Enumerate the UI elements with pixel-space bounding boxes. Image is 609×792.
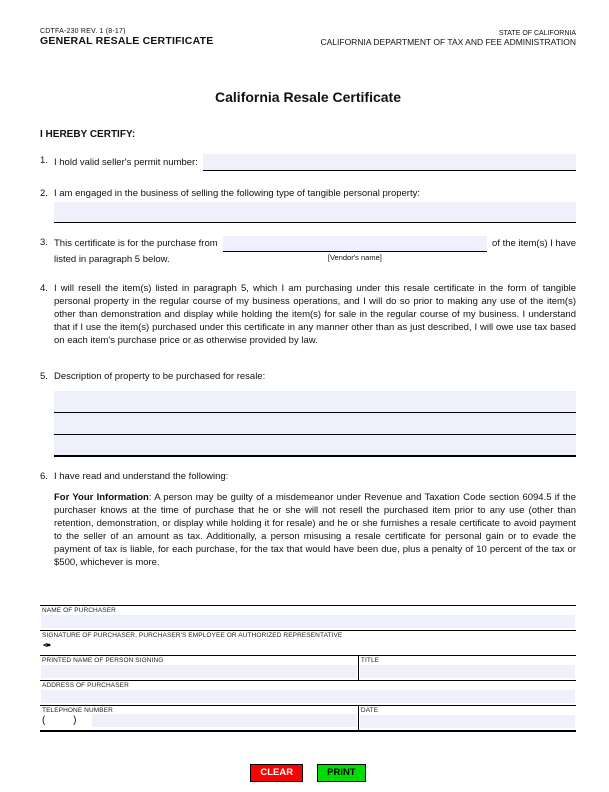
description-line-1-field[interactable] xyxy=(54,391,576,413)
for-your-information-body: : A person may be guilty of a misdemeanor under Revenue and Taxation Code section 6094.5 if the purchaser knows at the time of purchase that he or she will not resell the purchased item prior to any use (other than retention, demonstration, or display while holding it for resale) and he or she furnishes a resale certificate to avoid payment to the seller of an amount as tax. Additionally, a person misusing a resale certificate for personal gain or to evade the payment of tax is liable, for each purchase, for the tax that would have been due, plus a penalty of 10 percent of the tax or $500, whichever is more. xyxy=(54,492,576,568)
department-label: CALIFORNIA DEPARTMENT OF TAX AND FEE ADMINISTRATION xyxy=(320,37,576,47)
item-5-label: Description of property to be purchased for resale: xyxy=(54,371,266,382)
state-label: STATE OF CALIFORNIA xyxy=(498,30,576,37)
date-field[interactable] xyxy=(360,715,575,728)
signature-block xyxy=(40,605,576,732)
description-line-2-field[interactable] xyxy=(54,413,576,435)
address-field[interactable] xyxy=(41,690,575,703)
item-3-text-before: This certificate is for the purchase from xyxy=(54,238,218,249)
form-number: CDTFA-230 REV. 1 (8-17) xyxy=(40,28,126,35)
clear-button[interactable]: CLEAR xyxy=(250,764,303,782)
signature-pen-icon: ✒ xyxy=(42,640,52,652)
item-6 xyxy=(40,470,576,569)
item-3-number: 3. xyxy=(40,237,48,248)
printed-name-cell xyxy=(40,656,359,680)
certify-heading: I HEREBY CERTIFY: xyxy=(40,129,136,140)
item-5 xyxy=(40,370,576,457)
form-header xyxy=(40,28,576,47)
printed-name-field[interactable] xyxy=(41,665,357,678)
item-6-label: I have read and understand the following: xyxy=(54,471,229,482)
item-1 xyxy=(40,154,576,171)
form-title: GENERAL RESALE CERTIFICATE xyxy=(40,35,214,47)
telephone-field[interactable] xyxy=(92,714,357,727)
for-your-information-text xyxy=(54,491,576,569)
item-5-number: 5. xyxy=(40,371,48,382)
address-label: ADDRESS OF PURCHASER xyxy=(42,682,129,689)
header-left xyxy=(40,28,213,47)
item-1-number: 1. xyxy=(40,155,48,166)
title-field[interactable] xyxy=(360,665,575,678)
vendor-name-field[interactable] xyxy=(223,236,487,252)
telephone-cell xyxy=(40,706,359,730)
signature-field[interactable] xyxy=(42,640,575,653)
item-2 xyxy=(40,187,576,223)
item-2-number: 2. xyxy=(40,188,48,199)
telephone-date-row xyxy=(40,705,576,730)
item-4 xyxy=(40,282,576,347)
item-2-label: I am engaged in the business of selling the following type of tangible personal property: xyxy=(54,188,420,199)
date-cell xyxy=(359,706,576,730)
sellers-permit-number-field[interactable] xyxy=(203,154,576,171)
button-row xyxy=(40,764,576,782)
name-of-purchaser-row xyxy=(40,605,576,628)
item-4-number: 4. xyxy=(40,283,48,294)
telephone-area-code[interactable]: ( ) xyxy=(42,715,77,726)
printed-name-label: PRINTED NAME OF PERSON SIGNING xyxy=(42,657,164,664)
header-right xyxy=(320,30,576,47)
name-of-purchaser-field[interactable] xyxy=(41,615,575,628)
item-3-text-after: of the item(s) I have xyxy=(492,238,576,249)
property-type-field[interactable] xyxy=(54,202,576,223)
print-button[interactable]: PRINT xyxy=(317,764,366,782)
name-of-purchaser-label: NAME OF PURCHASER xyxy=(42,607,116,614)
item-1-label: I hold valid seller's permit number: xyxy=(54,157,198,168)
title-cell xyxy=(359,656,576,680)
for-your-information-bold: For Your Information xyxy=(54,492,149,503)
item-3-text-left xyxy=(54,236,218,268)
item-6-number: 6. xyxy=(40,471,48,482)
address-row xyxy=(40,680,576,703)
signature-row xyxy=(40,630,576,653)
signature-label: SIGNATURE OF PURCHASER, PURCHASER'S EMPLOYEE OR AUTHORIZED REPRESENTATIVE xyxy=(42,632,343,639)
date-label: DATE xyxy=(360,707,379,714)
printed-name-title-row xyxy=(40,655,576,680)
item-3-text-line2: listed in paragraph 5 below. xyxy=(54,254,170,265)
item-3 xyxy=(40,236,576,268)
item-4-text: I will resell the item(s) listed in paragraph 5, which I am purchasing under this resale certificate in the form of tangible personal property in the regular course of my business operations, and I will do so prior to making any use of the item(s) other than demonstration and display while holding the item(s) for sale in the regular course of my business. I understand that if I use the item(s) purchased under this certificate in any manner other than as just described, I will owe use tax based on each item's purchase price or as otherwise provided by law. xyxy=(54,283,576,346)
title-label: TITLE xyxy=(360,657,380,664)
telephone-label: TELEPHONE NUMBER xyxy=(42,707,113,714)
description-line-3-field[interactable] xyxy=(54,435,576,457)
vendor-name-caption: [Vendor's name] xyxy=(327,253,382,262)
page-title: California Resale Certificate xyxy=(215,89,401,105)
